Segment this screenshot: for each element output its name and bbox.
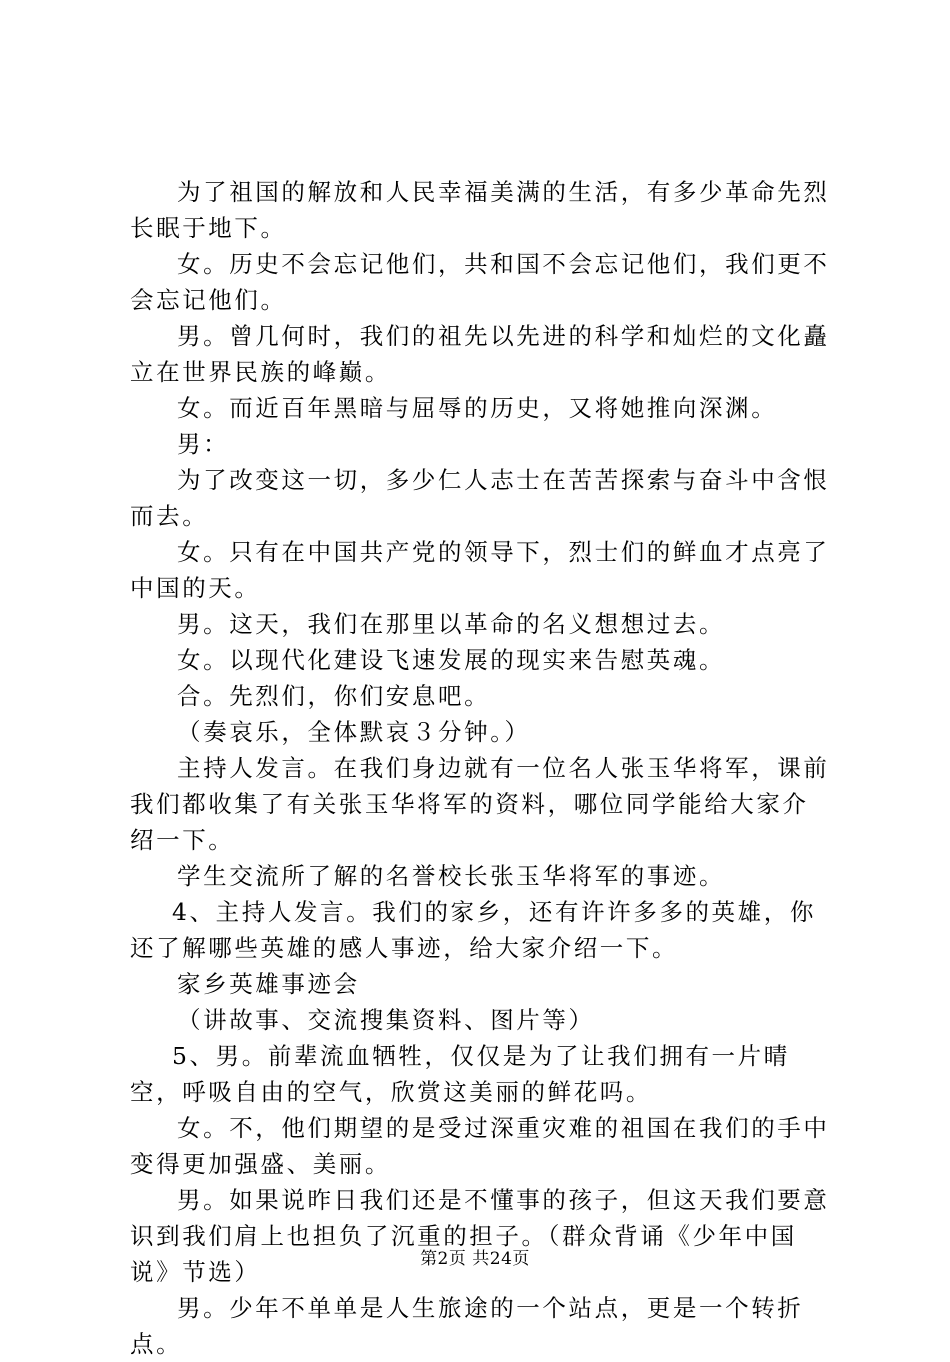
paragraph: 5、男。前辈流血牺牲，仅仅是为了让我们拥有一片晴空，呼吸自由的空气，欣赏这美丽的鲜花吗。 bbox=[130, 1042, 790, 1106]
paragraph: （奏哀乐，全体默哀３分钟。） bbox=[177, 718, 531, 746]
paragraph: 男。曾几何时，我们的祖先以先进的科学和灿烂的文化矗立在世界民族的峰巅。 bbox=[130, 322, 830, 386]
paragraph: 男： bbox=[177, 430, 230, 458]
paragraph: 女。不，他们期望的是受过深重灾难的祖国在我们的手中变得更加强盛、美丽。 bbox=[130, 1114, 830, 1178]
page-footer: 第2页 共24页 bbox=[420, 1249, 530, 1269]
paragraph: 合。先烈们，你们安息吧。 bbox=[177, 682, 491, 710]
paragraph: 女。而近百年黑暗与屈辱的历史，又将她推向深渊。 bbox=[177, 394, 778, 422]
paragraph: 女。只有在中国共产党的领导下，烈士们的鲜血才点亮了中国的天。 bbox=[130, 538, 830, 602]
paragraph: 为了改变这一切，多少仁人志士在苦苦探索与奋斗中含恨而去。 bbox=[130, 466, 830, 530]
paragraph: （讲故事、交流搜集资料、图片等） bbox=[177, 1006, 595, 1034]
paragraph: 男。少年不单单是人生旅途的一个站点，更是一个转折点。 bbox=[130, 1294, 804, 1358]
paragraph: 男。如果说昨日我们还是不懂事的孩子，但这天我们要意识到我们肩上也担负了沉重的担子。（群众背诵《少年中国说》节选） bbox=[130, 1186, 830, 1286]
paragraph: 为了祖国的解放和人民幸福美满的生活，有多少革命先烈长眠于地下。 bbox=[130, 178, 830, 242]
document-body bbox=[130, 174, 834, 1362]
paragraph: 女。历史不会忘记他们，共和国不会忘记他们，我们更不会忘记他们。 bbox=[130, 250, 830, 314]
paragraph: 男。这天，我们在那里以革命的名义想想过去。 bbox=[177, 610, 726, 638]
paragraph: 主持人发言。在我们身边就有一位名人张玉华将军，课前我们都收集了有关张玉华将军的资料，哪位同学能给大家介绍一下。 bbox=[130, 754, 830, 854]
paragraph: 4、主持人发言。我们的家乡，还有许许多多的英雄，你还了解哪些英雄的感人事迹，给大家介绍一下。 bbox=[130, 898, 816, 962]
paragraph: 家乡英雄事迹会 bbox=[177, 970, 360, 998]
paragraph: 学生交流所了解的名誉校长张玉华将军的事迹。 bbox=[177, 862, 726, 890]
paragraph: 女。以现代化建设飞速发展的现实来告慰英魂。 bbox=[177, 646, 726, 674]
